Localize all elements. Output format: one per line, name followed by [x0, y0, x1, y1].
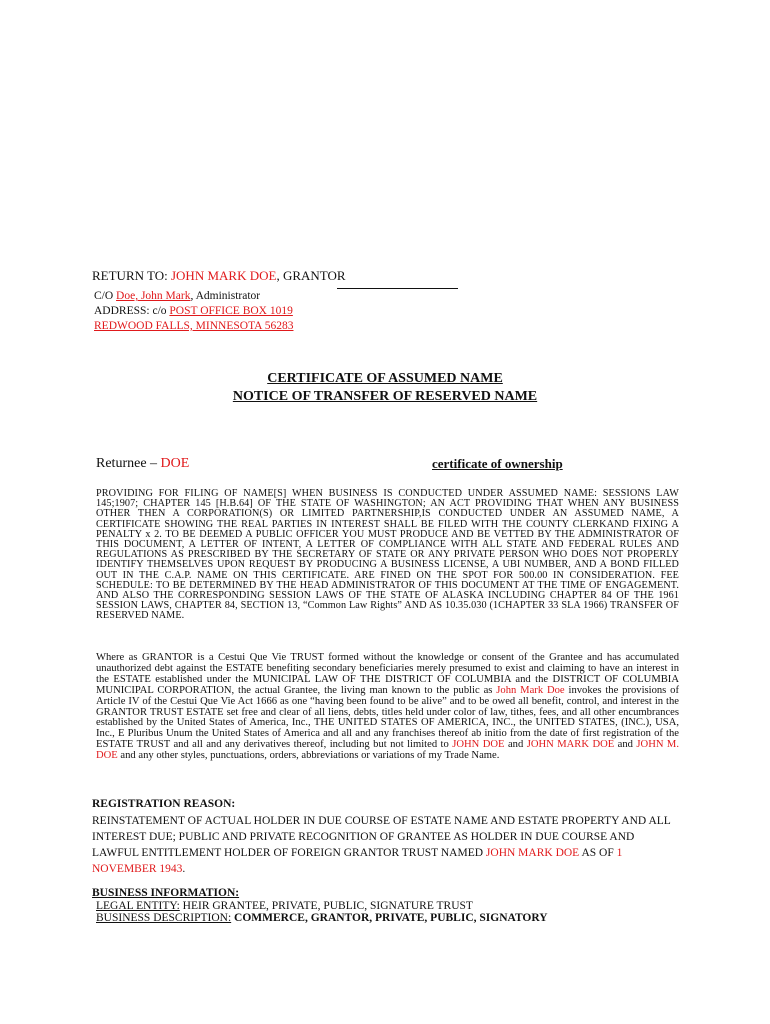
conjunction-2: and	[614, 739, 637, 751]
grantee-name-highlight: John Mark Doe	[496, 684, 565, 696]
grantor-trust-text-3: and any other styles, punctuations, orders, abbreviations or variations of my Trade Name.	[117, 750, 500, 762]
business-description-label: BUSINESS DESCRIPTION:	[96, 912, 232, 924]
conjunction-1: and	[504, 739, 527, 751]
registration-reason-text: REINSTATEMENT OF ACTUAL HOLDER IN DUE COURSE OF ESTATE NAME AND ESTATE PROPERTY AND ALL INTEREST DUE; PUBLIC AND PRIVATE RECOGNITION OF GRANTEE AS HOLDER IN DUE COURSE AND LAWFUL ENTITLEMENT HOLDER OF FOREIGN GRANTOR TRUST NAMED	[92, 815, 671, 859]
grantor-trust-text-1: Where as GRANTOR is a Cestui Que Vie TRUST formed without the knowledge or consent of the Grantee and has accumulated unauthorized debt against the ESTATE benefiting secondary beneficiaries merely presumed to exist and claiming to have an interest in the ESTATE established under the MUNICIPAL LAW OF THE DISTRICT OF COLUMBIA and the DISTRICT OF COLUMBIA MUNICIPAL CORPORATION, the actual Grantee, the living man known to the public as	[96, 652, 679, 696]
legal-entity-line	[96, 900, 473, 912]
registration-reason-heading: REGISTRATION REASON:	[92, 798, 236, 810]
return-to-label: RETURN TO:	[92, 268, 171, 283]
care-of-label: C/O	[94, 290, 117, 302]
legal-entity-value: HEIR GRANTEE, PRIVATE, PUBLIC, SIGNATURE TRUST	[179, 900, 473, 912]
returnee-line	[96, 456, 189, 472]
returnee-label: Returnee –	[96, 456, 161, 471]
trade-name-variant-3: JOHN M. DOE	[96, 739, 680, 762]
trade-name-variant-2: JOHN MARK DOE	[526, 739, 615, 751]
returnee-name: DOE	[160, 456, 190, 471]
care-of-line	[94, 290, 260, 302]
grantor-trust-paragraph	[96, 653, 679, 762]
document-title: CERTIFICATE OF ASSUMED NAME	[267, 371, 503, 386]
legal-entity-label: LEGAL ENTITY:	[96, 900, 180, 912]
registration-date: 1 NOVEMBER 1943	[92, 847, 623, 875]
city-state-value: REDWOOD FALLS, MINNESOTA 56283	[94, 320, 294, 332]
trade-name-variant-1: JOHN DOE	[452, 739, 505, 751]
business-description-line	[96, 912, 548, 924]
address-label: ADDRESS: c/o	[94, 305, 170, 317]
registration-as-of: AS OF	[579, 847, 617, 859]
registration-period: .	[182, 863, 186, 875]
return-to-name: JOHN MARK DOE	[170, 268, 277, 283]
grantor-underline-rule	[337, 288, 458, 289]
grantor-trust-text-2: invokes the provisions of Article IV of the Cestui Que Vie Act 1666 as one “having been found to be alive” and to be owed all benefit, control, and interest in the GRANTOR TRUST ESTATE set free and clear of all liens, debts, titles held under color of law, tithes, fees, and all other encumbrances established by the United States of America, Inc., THE UNITED STATES OF AMERICA, INC., the UNITED STATES, (INC.), USA, Inc., E Pluribus Unum the United States of America and all and any franchises thereof ab initio from the date of first registration of the ESTATE TRUST and all and any derivatives thereof, including but not limited to	[96, 684, 679, 751]
address-line	[94, 305, 293, 317]
assumed-name-provision-paragraph: PROVIDING FOR FILING OF NAME[S] WHEN BUSINESS IS CONDUCTED UNDER ASSUMED NAME: SESSIONS LAW 145;1907; CHAPTER 145 [H.B.64] OF THE STATE OF WASHINGTON; AN ACT PROVIDING THAT WHEN ANY BUSINESS OTHER THEN A CORPORATION(S) OR LIMITED PARTNERSHIP,IS CONDUCTED UNDER AN ASSUMED NAME, A CERTIFICATE SHOWING THE REAL PARTIES IN INTEREST SHALL BE FILED WITH THE COUNTY CLERKAND FIXING A PENALTY x 2. TO BE DEEMED A PUBLIC OFFICER YOU MUST PRODUCE AND BE VETTED BY THE ADMINISTRATOR OF THIS DOCUMENT, A LETTER OF INTENT, A LETTER OF COMPLIANCE WITH ALL STATE AND FEDERAL RULES AND REGULATIONS AS PRESCRIBED BY THE SECRETARY OF STATE OR ANY PRIVATE PERSON WHO DOES NOT PROPERLY IDENTIFY THEMSELVES UPON REQUEST BY PRODUCING A BUSINESS LICENSE, A UBI NUMBER, AND A BOND FILLED OUT IN THE C.A.P. NAME ON THIS CERTIFICATE. ARE FINED ON THE SPOT FOR 500.00 IN CONSIDERATION. FEE SCHEDULE: TO BE DETERMINED BY THE HEAD ADMINISTRATOR OF THIS DOCUMENT AT THE TIME OF ENGAGEMENT. AND ALSO THE CORRESPONDING SESSION LAWS OF THE STATE OF ALASKA INCLUDING CHAPTER 84 OF THE 1961 SESSION LAWS, CHAPTER 84, SECTION 13, “Common Law Rights” AND AS 10.35.030 (1CHAPTER 33 SLA 1966) TRANSFER OF RESERVED NAME.	[96, 488, 679, 622]
certificate-of-ownership-heading: certificate of ownership	[432, 456, 563, 471]
care-of-role: , Administrator	[190, 290, 261, 302]
city-state-line	[94, 320, 293, 332]
care-of-name: Doe, John Mark	[116, 290, 191, 302]
return-to-role: , GRANTOR	[276, 268, 346, 283]
return-to-line	[92, 268, 346, 284]
document-subtitle: NOTICE OF TRANSFER OF RESERVED NAME	[232, 389, 538, 404]
registration-trust-name: JOHN MARK DOE	[485, 847, 580, 859]
business-information-heading: BUSINESS INFORMATION:	[92, 887, 240, 899]
address-value: POST OFFICE BOX 1019	[169, 305, 293, 317]
business-description-value: COMMERCE, GRANTOR, PRIVATE, PUBLIC, SIGNATORY	[231, 912, 548, 924]
registration-reason-body	[92, 813, 680, 877]
